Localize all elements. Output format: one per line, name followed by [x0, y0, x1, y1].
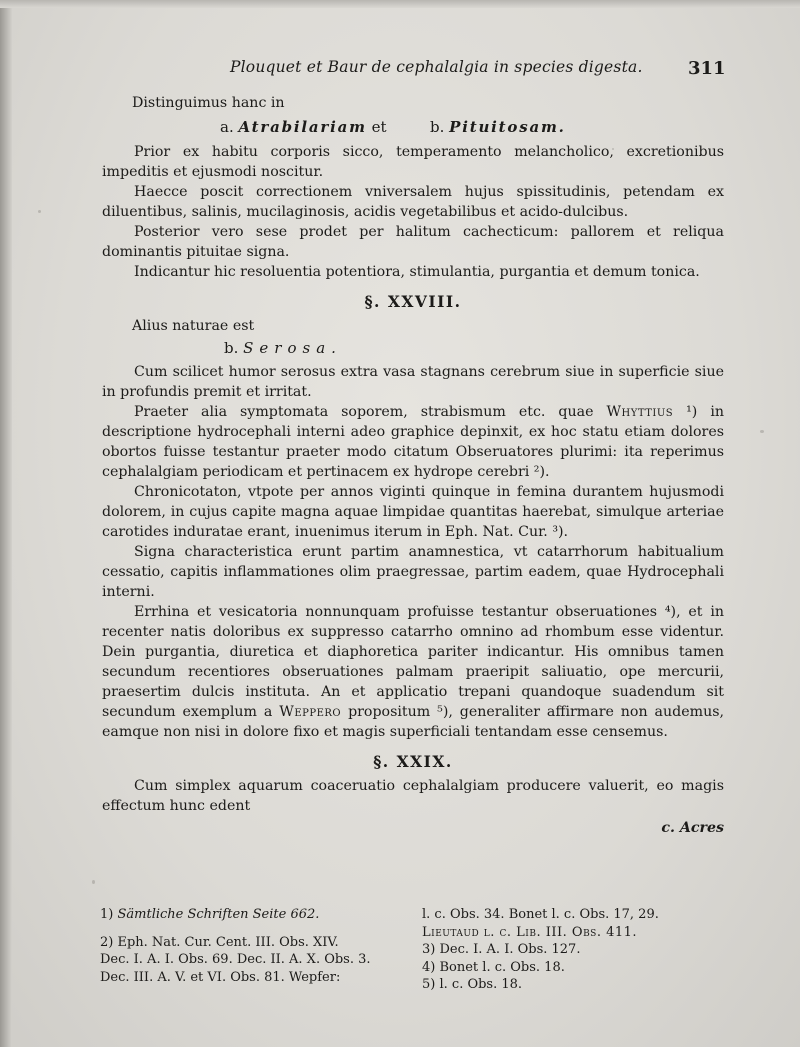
- footnote-line: [422, 924, 742, 942]
- footnote-line: [422, 941, 742, 959]
- footnotes-left-column: [100, 906, 418, 986]
- catchword: c. Acres: [661, 820, 724, 836]
- footnote-number: 3): [422, 942, 436, 957]
- footnotes-right-column: [422, 906, 742, 994]
- footnote-text: Dec. I. A. I. Obs. 127.: [439, 942, 581, 957]
- paragraph: Cum simplex aquarum coaceruatio cephalalgiam producere valuerit, eo magis effectum hunc edent: [102, 778, 724, 814]
- subform-name: Serosa.: [243, 339, 342, 357]
- footnote-text: Sämtliche Schriften Seite 662.: [117, 907, 320, 922]
- author-name: Whyttius: [606, 404, 674, 420]
- form-a-prefix: a.: [220, 118, 234, 136]
- paragraph: Posterior vero sese prodet per halitum cachecticum: pallorem et reliqua dominantis pituitae signa.: [102, 224, 724, 260]
- form-a: [220, 117, 387, 137]
- paragraph: [102, 602, 724, 742]
- paper-speck: [760, 430, 764, 433]
- main-text: [102, 93, 724, 838]
- footnote-line: [422, 976, 742, 994]
- subform-prefix: b.: [224, 339, 239, 357]
- subform-b: [224, 338, 724, 358]
- footnote-text: Dec. I. A. I. Obs. 69. Dec. II. A. X. Obs. 3.: [100, 952, 371, 967]
- text-run: Errhina et vesicatoria nonnunquam profuisse testantur obseruationes ⁴), et in recenter natis doloribus ex suppresso catarrho omnino ad rhombum esse videntur. Dein purgantia, diuretica et diaphoretica pariter indicantur. His omnibus tamen secundum recentiores obseruationes palmam praeripit saliuatio, ope mercurii, praesertim dulcis instituta. An et applicatio trepani quandoque suadendum sit secundum exemplum a: [102, 604, 724, 720]
- paragraph: Cum scilicet humor serosus extra vasa stagnans cerebrum siue in superficie siue in profundis premit et irritat.: [102, 364, 724, 400]
- footnote-line: [422, 906, 742, 924]
- paragraph: Distinguimus hanc in: [132, 95, 285, 111]
- footnote-text: l. c. Obs. 18.: [439, 977, 523, 992]
- paragraph: Alius naturae est: [132, 318, 255, 334]
- footnote-text: l. c. Obs. 34. Bonet l. c. Obs. 17, 29.: [422, 907, 659, 922]
- footnote-text: Dec. III. A. V. et VI. Obs. 81. Wepfer:: [100, 969, 341, 985]
- paragraph: Prior ex habitu corporis sicco, temperamento melancholico, excretionibus impeditis et ejusmodi noscitur.: [102, 144, 724, 180]
- footnote-number: 4): [422, 959, 436, 975]
- author-name: Weppero: [279, 704, 342, 720]
- paragraph: Chronicotaton, vtpote per annos viginti quinque in femina durantem hujusmodi dolorem, in cujus capite magna aquae limpidae quantitas haerebat, simulque arteriae carotides induratae erant, inuenimus iterum in Eph. Nat. Cur. ³).: [102, 484, 724, 540]
- text-run: ¹) in descriptione hydrocephali interni adeo graphice depinxit, ex hoc statu etiam dolores obortos fuisse testantur praeter modo citatum Obseruatores plurimi: ita reperimus cephalalgiam periodicam et pertinacem ex hydrope cerebri ²).: [102, 404, 725, 480]
- footnote-text: Bonet l. c. Obs. 18.: [439, 959, 565, 975]
- running-title: Plouquet et Baur de cephalalgia in species digesta.: [230, 58, 643, 76]
- footnote-line: [100, 951, 418, 969]
- form-b-prefix: b.: [430, 118, 445, 136]
- paper-speck: [38, 210, 41, 213]
- footnote-text: Lieutaud l. c. Lib. III. Obs. 411.: [422, 924, 638, 940]
- paragraph: Signa characteristica erunt partim anamnestica, vt catarrhorum habitualium cessatio, capitis inflammationes olim praegressae, partim eadem, quae Hydrocephali interni.: [102, 544, 724, 600]
- text-run: propositum ⁵), generaliter affirmare non audemus, eamque non nisi in dolore fixo et magis superficiali tentandam esse censemus.: [102, 704, 724, 740]
- paragraph: Indicantur hic resoluentia potentiora, stimulantia, purgantia et demum tonica.: [134, 264, 700, 280]
- footnote-line: [422, 959, 742, 977]
- form-conjunction: et: [371, 118, 387, 136]
- footnote-line: [100, 934, 418, 952]
- footnote-line: [100, 969, 418, 987]
- forms-list: [102, 117, 724, 139]
- footnote-line: [100, 906, 418, 924]
- text-run: Praeter alia symptomata soporem, strabismum etc. quae: [134, 404, 607, 420]
- footnote-number: 1): [100, 907, 114, 922]
- footnote-number: 2): [100, 934, 114, 950]
- page-top-shadow: [0, 0, 800, 8]
- page-edge-shadow: [0, 0, 12, 1047]
- form-b-name: Pituitosam.: [449, 118, 566, 136]
- footnote-number: 5): [422, 977, 436, 992]
- paragraph: Haecce poscit correctionem vniversalem hujus spissitudinis, petendam ex diluentibus, salinis, mucilaginosis, acidis vegetabilibus et acido-dulcibus.: [102, 184, 724, 220]
- page-number: 311: [688, 58, 726, 79]
- section-heading: §. XXVIII.: [364, 292, 462, 311]
- form-a-name: Atrabilariam: [238, 118, 367, 136]
- footnote-text: Eph. Nat. Cur. Cent. III. Obs. XIV.: [117, 934, 339, 950]
- paper-speck: [92, 880, 95, 884]
- section-heading: §. XXIX.: [373, 752, 453, 771]
- paragraph: [102, 402, 724, 482]
- form-b: [430, 117, 566, 137]
